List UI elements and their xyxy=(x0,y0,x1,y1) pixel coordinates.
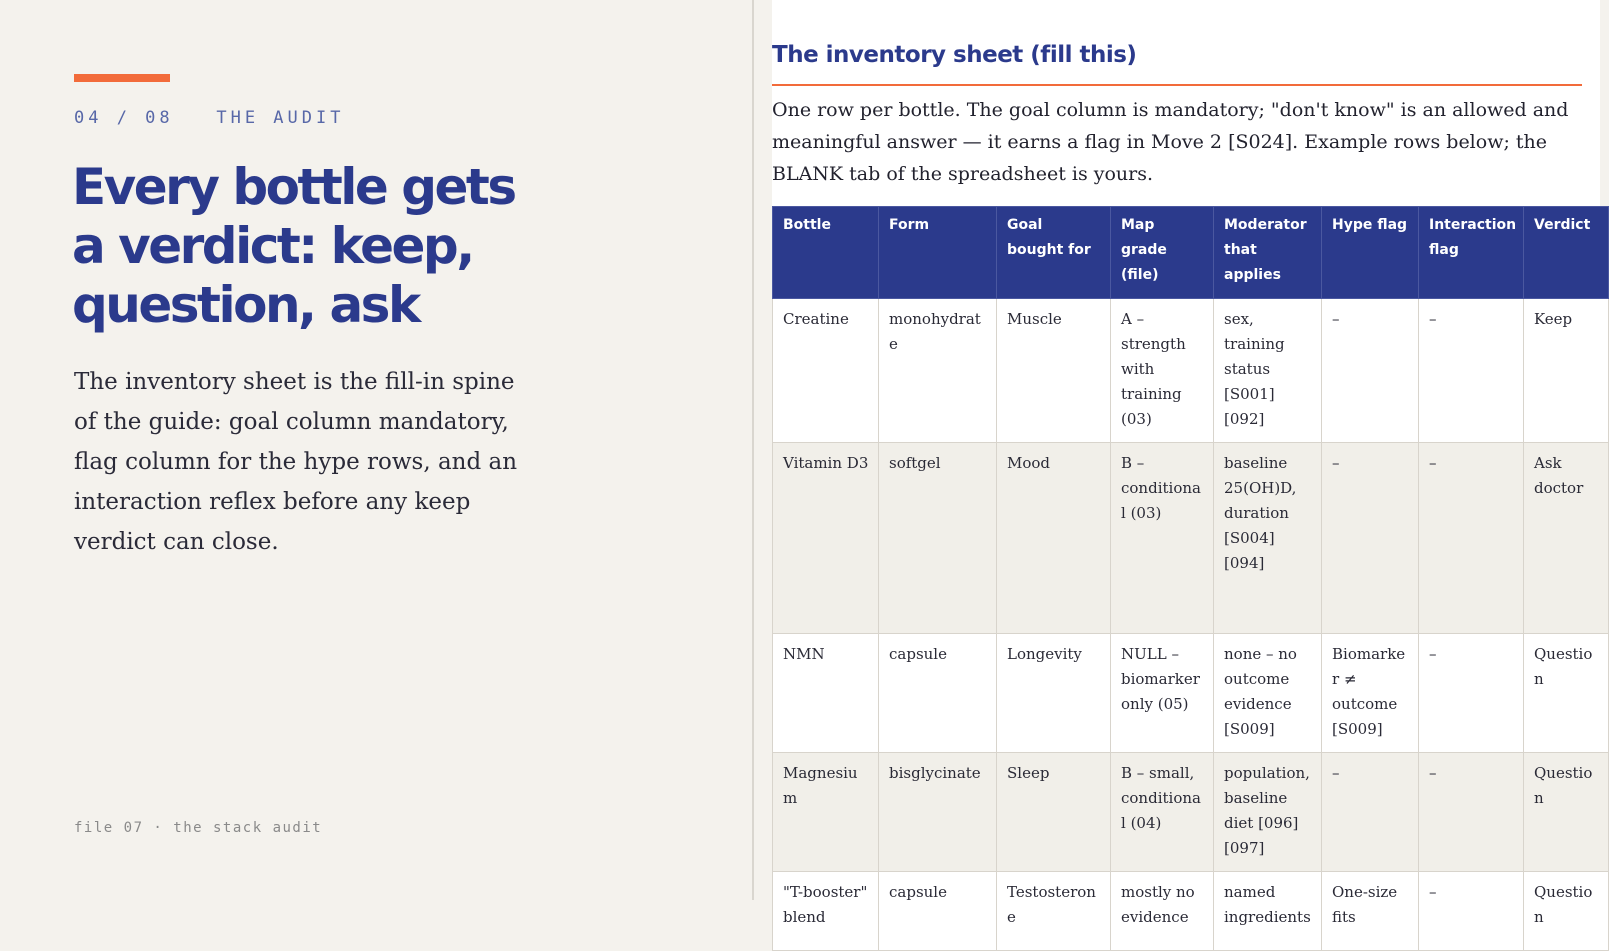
table-row xyxy=(773,753,1609,872)
table-row xyxy=(773,872,1609,951)
slide-left-panel xyxy=(0,0,752,900)
table-row xyxy=(773,634,1609,753)
table-cell: Creatine xyxy=(773,299,879,443)
table-cell: – xyxy=(1322,299,1419,443)
table-cell: – xyxy=(1419,872,1524,951)
table-header-row xyxy=(773,207,1609,299)
table-cell: Keep xyxy=(1524,299,1609,443)
table-cell: baseline 25(OH)D, duration [S004] [094] xyxy=(1214,443,1322,634)
table-cell: Longevity xyxy=(997,634,1111,753)
column-header-bottle: Bottle xyxy=(773,207,879,299)
table-cell: – xyxy=(1419,634,1524,753)
table-cell: B – conditional (03) xyxy=(1111,443,1214,634)
column-header-verdict: Verdict xyxy=(1524,207,1609,299)
document-panel[interactable] xyxy=(772,0,1600,926)
table-cell: B – small, conditional (04) xyxy=(1111,753,1214,872)
table-cell: – xyxy=(1322,443,1419,634)
panel-divider xyxy=(752,0,754,900)
table-cell: Vitamin D3 xyxy=(773,443,879,634)
table-cell: named ingredients xyxy=(1214,872,1322,951)
table-cell: Sleep xyxy=(997,753,1111,872)
title-rule xyxy=(772,84,1582,86)
table-cell: none – no outcome evidence [S009] xyxy=(1214,634,1322,753)
table-cell: capsule xyxy=(879,872,997,951)
table-cell: population, baseline diet [096] [097] xyxy=(1214,753,1322,872)
slide-lede: The inventory sheet is the fill-in spine of the guide: goal column mandatory, flag column for the hype rows, and an interaction reflex before any keep verdict can close. xyxy=(74,369,518,555)
table-cell: Mood xyxy=(997,443,1111,634)
table-cell: bisglycinate xyxy=(879,753,997,872)
table-cell: Testosterone xyxy=(997,872,1111,951)
table-cell: – xyxy=(1419,299,1524,443)
table-cell: – xyxy=(1419,753,1524,872)
slide-headline: Every bottle gets a verdict: keep, question, ask xyxy=(72,158,515,334)
inventory-table xyxy=(772,206,1609,951)
table-cell: mostly no evidence xyxy=(1111,872,1214,951)
table-cell: Ask doctor xyxy=(1524,443,1609,634)
table-cell: – xyxy=(1322,753,1419,872)
table-row xyxy=(773,299,1609,443)
column-header-interaction-flag: Interaction flag xyxy=(1419,207,1524,299)
document-intro: One row per bottle. The goal column is mandatory; "don't know" is an allowed and meaningful answer — it earns a flag in Move 2 [S024]. Example rows below; the BLANK tab of the spreadsheet is yours. xyxy=(772,99,1569,185)
table-cell: Question xyxy=(1524,872,1609,951)
table-cell: monohydrate xyxy=(879,299,997,443)
slide-eyebrow: 04 / 08 THE AUDIT xyxy=(74,108,345,128)
table-cell: softgel xyxy=(879,443,997,634)
table-row xyxy=(773,443,1609,634)
table-cell: Muscle xyxy=(997,299,1111,443)
document-title: The inventory sheet (fill this) xyxy=(772,42,1137,68)
table-cell: "T-booster" blend xyxy=(773,872,879,951)
table-cell: NMN xyxy=(773,634,879,753)
column-header-map-grade: Map grade (file) xyxy=(1111,207,1214,299)
column-header-moderator: Moderator that applies xyxy=(1214,207,1322,299)
table-cell: Question xyxy=(1524,634,1609,753)
table-cell: NULL – biomarker only (05) xyxy=(1111,634,1214,753)
accent-bar xyxy=(74,74,170,82)
column-header-hype-flag: Hype flag xyxy=(1322,207,1419,299)
table-cell: One-size fits xyxy=(1322,872,1419,951)
table-cell: sex, training status [S001] [092] xyxy=(1214,299,1322,443)
column-header-form: Form xyxy=(879,207,997,299)
table-cell: capsule xyxy=(879,634,997,753)
table-cell: Question xyxy=(1524,753,1609,872)
column-header-goal: Goal bought for xyxy=(997,207,1111,299)
slide-footer: file 07 · the stack audit xyxy=(74,820,323,836)
table-cell: A – strength with training (03) xyxy=(1111,299,1214,443)
table-cell: Magnesium xyxy=(773,753,879,872)
table-cell: – xyxy=(1419,443,1524,634)
table-cell: Biomarker ≠ outcome [S009] xyxy=(1322,634,1419,753)
